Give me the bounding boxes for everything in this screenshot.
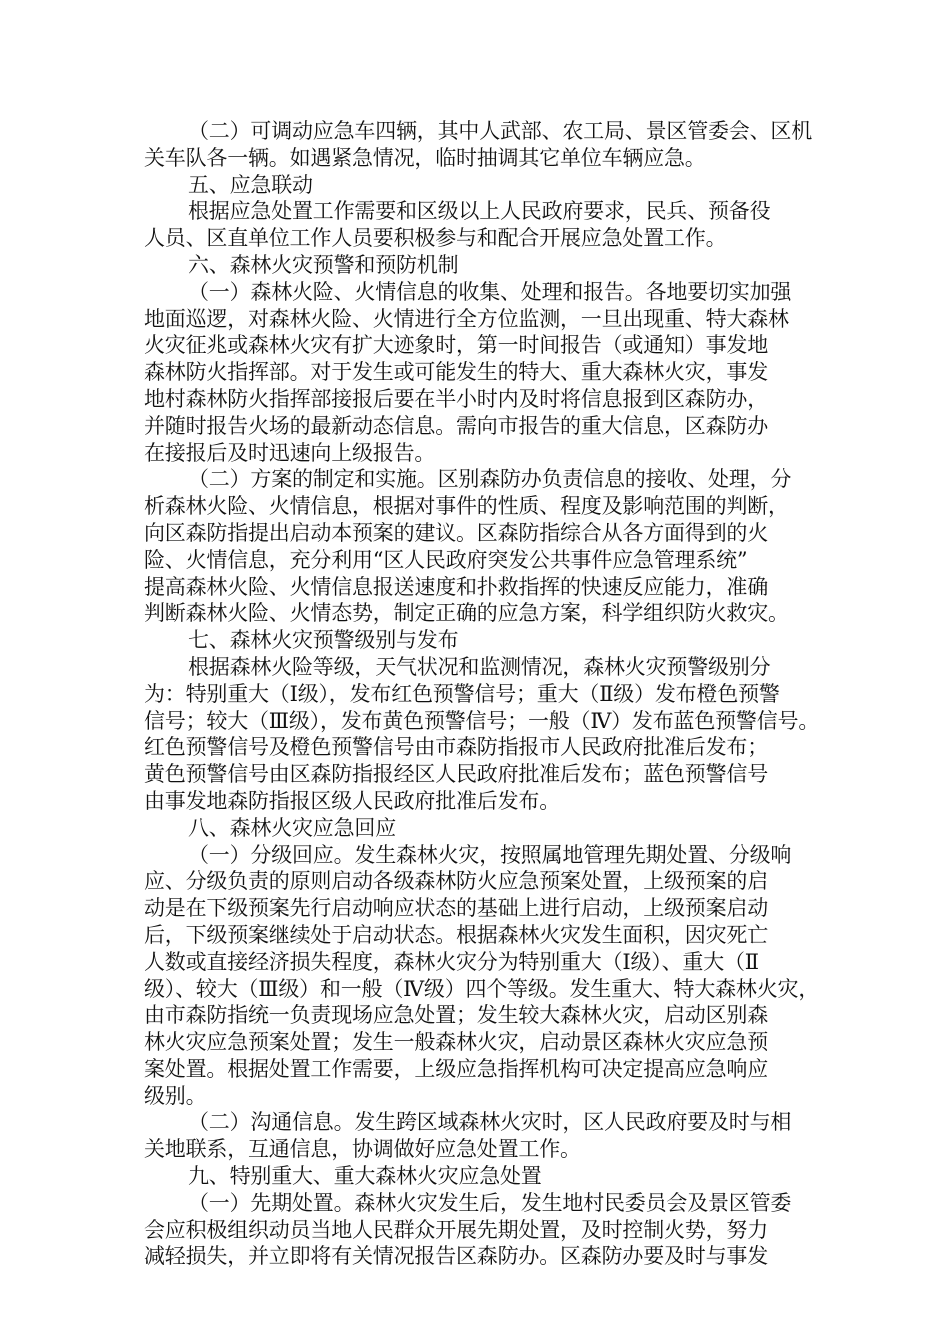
text-line: 七、森林火灾预警级别与发布	[188, 628, 459, 653]
text-line: 森林防火指挥部。对于发生或可能发生的特大、重大森林火灾，事发	[144, 360, 768, 385]
text-line: 根据应急处置工作需要和区级以上人民政府要求，民兵、预备役	[188, 199, 771, 224]
text-line: 人数或直接经济损失程度，森林火灾分为特别重大（Ⅰ级）、重大（Ⅱ	[144, 949, 759, 974]
text-line: 六、森林火灾预警和预防机制	[188, 252, 459, 277]
text-line: 人员、区直单位工作人员要积极参与和配合开展应急处置工作。	[144, 226, 727, 251]
text-line: 五、应急联动	[188, 172, 313, 197]
text-line: 动是在下级预案先行启动响应状态的基础上进行启动，上级预案启动	[144, 896, 768, 921]
text-line: 黄色预警信号由区森防指报经区人民政府批准后发布；蓝色预警信号	[144, 762, 768, 787]
text-line: 林火灾应急预案处置；发生一般森林火灾，启动景区森林火灾应急预	[144, 1030, 768, 1055]
text-line: （二）沟通信息。发生跨区域森林火灾时，区人民政府要及时与相	[188, 1110, 792, 1135]
text-line: 九、特别重大、重大森林火灾应急处置	[188, 1164, 542, 1189]
text-line: 析森林火险、火情信息，根据对事件的性质、程度及影响范围的判断，	[144, 494, 789, 519]
text-line: 八、森林火灾应急回应	[188, 815, 396, 840]
text-line: （一）先期处置。森林火灾发生后，发生地村民委员会及景区管委	[188, 1190, 792, 1215]
text-line: 在接报后及时迅速向上级报告。	[144, 440, 436, 465]
text-line: 红色预警信号及橙色预警信号由市森防指报市人民政府批准后发布；	[144, 735, 768, 760]
text-line: 根据森林火险等级，天气状况和监测情况，森林火灾预警级别分	[188, 654, 771, 679]
text-line: 由事发地森防指报区级人民政府批准后发布。	[144, 788, 560, 813]
text-line: 关车队各一辆。如遇紧急情况，临时抽调其它单位车辆应急。	[144, 145, 706, 170]
text-line: （二）可调动应急车四辆，其中人武部、农工局、景区管委会、区机	[188, 119, 812, 143]
text-line: 级别。	[144, 1083, 207, 1108]
text-line: （一）森林火险、火情信息的收集、处理和报告。各地要切实加强	[188, 279, 792, 304]
text-line: 案处置。根据处置工作需要，上级应急指挥机构可决定提高应急响应	[144, 1056, 768, 1081]
text-line: 向区森防指提出启动本预案的建议。区森防指综合从各方面得到的火	[144, 520, 768, 545]
text-line: 关地联系，互通信息，协调做好应急处置工作。	[144, 1137, 581, 1162]
text-line: （二）方案的制定和实施。区别森防办负责信息的接收、处理，分	[188, 467, 792, 492]
text-line: 地面巡逻，对森林火险、火情进行全方位监测，一旦出现重、特大森林	[144, 306, 789, 331]
text-line: 由市森防指统一负责现场应急处置；发生较大森林火灾，启动区别森	[144, 1003, 768, 1028]
text-line: 减轻损失，并立即将有关情况报告区森防办。区森防办要及时与事发	[144, 1244, 768, 1269]
text-line: 信号；较大（Ⅲ级），发布黄色预警信号；一般（Ⅳ）发布蓝色预警信号。	[144, 708, 820, 733]
text-line: 地村森林防火指挥部接报后要在半小时内及时将信息报到区森防办，	[144, 386, 768, 411]
text-line: 火灾征兆或森林火灾有扩大迹象时，第一时间报告（或通知）事发地	[144, 333, 768, 358]
text-line: （一）分级回应。发生森林火灾，按照属地管理先期处置、分级响	[188, 842, 792, 867]
text-line: 会应积极组织动员当地人民群众开展先期处置，及时控制火势，努力	[144, 1217, 768, 1242]
text-line: 判断森林火险、火情态势，制定正确的应急方案，科学组织防火救灾。	[144, 601, 789, 626]
text-line: 级）、较大（Ⅲ级）和一般（Ⅳ级）四个等级。发生重大、特大森林火灾，	[144, 976, 820, 1001]
text-line: 为：特别重大（Ⅰ级），发布红色预警信号；重大（Ⅱ级）发布橙色预警	[144, 681, 780, 706]
text-line: 后，下级预案继续处于启动状态。根据森林火灾发生面积，因灾死亡	[144, 922, 768, 947]
text-line: 险、火情信息，充分利用“区人民政府突发公共事件应急管理系统”	[144, 547, 748, 572]
text-line: 并随时报告火场的最新动态信息。需向市报告的重大信息，区森防办	[144, 413, 768, 438]
document-body	[144, 118, 820, 1270]
text-line: 应、分级负责的原则启动各级森林防火应急预案处置，上级预案的启	[144, 869, 768, 894]
text-line: 提高森林火险、火情信息报送速度和扑救指挥的快速反应能力，准确	[144, 574, 768, 599]
